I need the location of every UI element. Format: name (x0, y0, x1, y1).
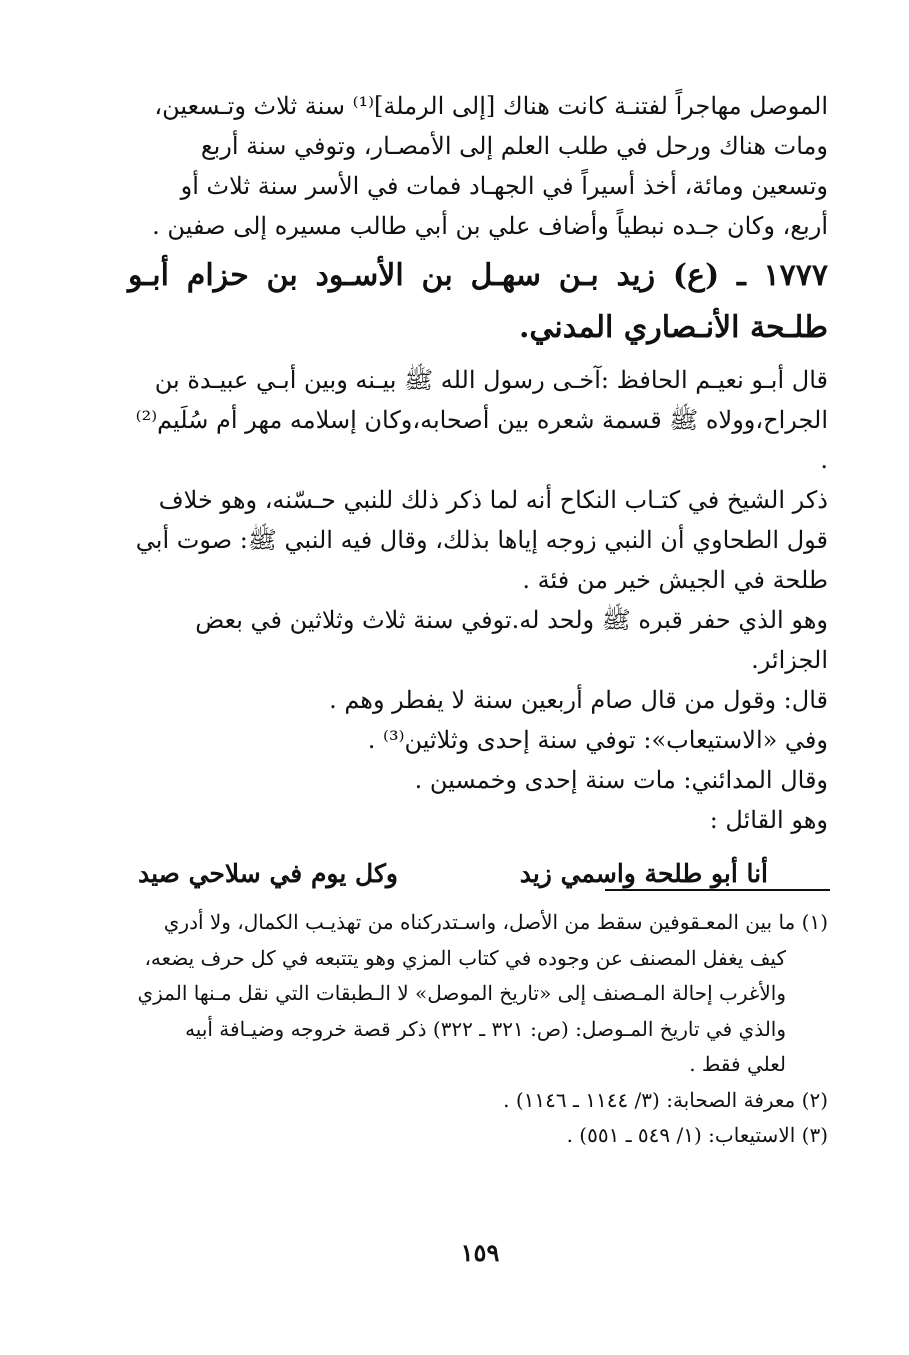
entry-paragraph-6: وقال المدائني: مات سنة إحدى وخمسين . (414, 766, 828, 794)
footnote-2: (٢) معرفة الصحابة: (٣/ ١١٤٤ ـ ١١٤٦) . (503, 1087, 828, 1112)
footnote-3: (٣) الاستيعاب: (١/ ٥٤٩ ـ ٥٥١) . (566, 1123, 828, 1147)
entry-heading: ١٧٧٧ ـ (ع) زيد بـن سهـل بن الأسـود بن حزام أبـو طلـحة الأنـصاري المدني. (128, 258, 828, 345)
footnote-1-line-5: لعلي فقط . (689, 1052, 786, 1076)
verse-second-hemistich: وكل يوم في سلاحي صيد (138, 859, 398, 888)
entry-paragraph-3: وهو الذي حفر قبره ﷺ ولحد له.توفي سنة ثلاث وثلاثين في بعض الجزائر. (195, 606, 828, 674)
footnote-1-line-2: كيف يغفل المصنف عن وجوده في كتاب المزي وهو يتتبعه في كل حرف يضعه، (144, 945, 786, 970)
entry-paragraph-2: ذكر الشيخ في كتـاب النكاح أنه لما ذكر ذلك للنبي حـسّنه، وهو خلاف قول الطحاوي أن النبي زوجه إياها بذلك، وقال فيه النبي ﷺ: صوت أبي طلحة في الجيش خير من فئة . (135, 486, 828, 594)
entry-paragraph-1: قال أبـو نعيـم الحافظ :آخـى رسول الله ﷺ بيـنه وبين أبـي عبيـدة بن الجراح،وولاه ﷺ قسمة شعره بين أصحابه،وكان إسلامه مهر أم سُلَيم⁽²⁾ . (135, 366, 828, 474)
entry-paragraph-5: وفي «الاستيعاب»: توفي سنة إحدى وثلاثين⁽³⁾ . (367, 726, 828, 754)
page-number: ١٥٩ (460, 1238, 500, 1267)
footnote-1-line-4: والذي في تاريخ المـوصل: (ص: ٣٢١ ـ ٣٢٢) ذكر قصة خروجه وضيـافة أبيه (185, 1016, 786, 1041)
footnote-1: (١) ما بين المعـقوفين سقط من الأصل، واسـتدركناه من تهذيـب الكمال، ولا أدري (163, 910, 828, 934)
entry-paragraph-4: قال: وقول من قال صام أربعين سنة لا يفطر وهم . (329, 686, 828, 714)
opening-paragraph: الموصل مهاجراً لفتنـة كانت هناك [إلى الرملة]⁽¹⁾ سنة ثلاث وتـسعين، ومات هناك ورحل في طلب العلم إلى الأمصـار، وتوفي سنة أربع وتسعين ومائة، أخذ أسيراً في الجهـاد فمات في الأسر سنة ثلاث أو أربع، وكان جـده نبطياً وأضاف علي بن أبي طالب مسيره إلى صفين . (152, 92, 828, 240)
footnote-1-line-3: والأغرب إحالة المـصنف إلى «تاريخ الموصل» لا الـطبقات التي نقل مـنها المزي (137, 981, 786, 1005)
footnote-separator (605, 889, 830, 891)
entry-paragraph-7: وهو القائل : (709, 806, 828, 834)
page-body (128, 86, 828, 908)
footnotes (128, 905, 828, 1154)
verse-first-hemistich: أنا أبو طلحة واسمي زيد (519, 859, 768, 888)
